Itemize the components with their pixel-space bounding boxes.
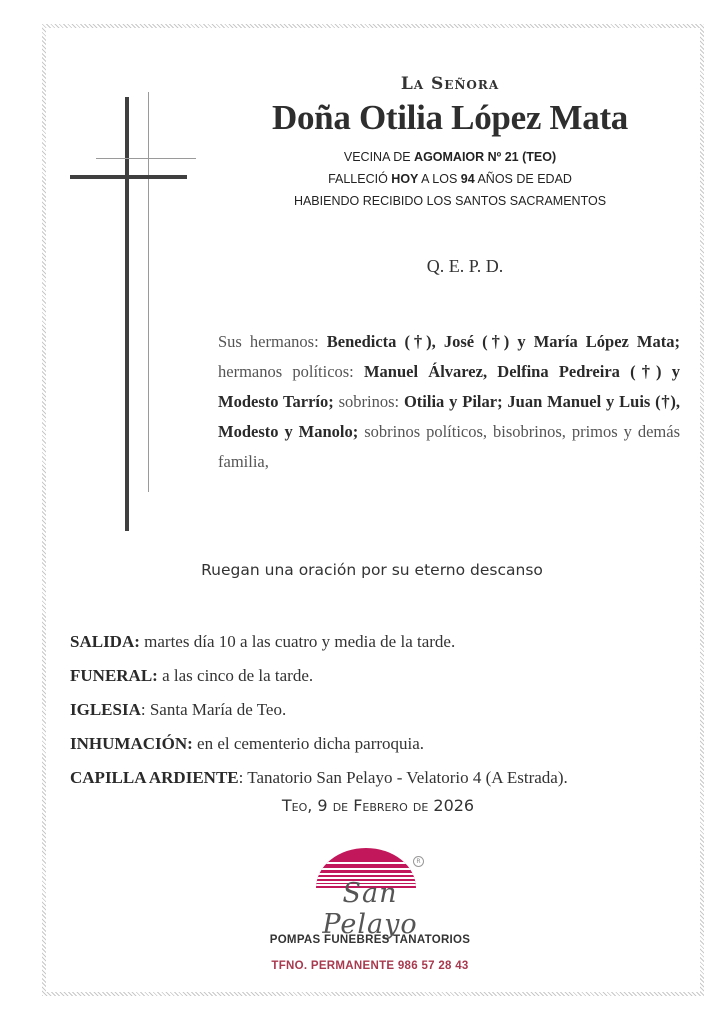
registered-icon: R — [413, 856, 424, 867]
detail-row-iglesia: IGLESIA: Santa María de Teo. — [70, 700, 287, 719]
qepd-text: Q. E. P. D. — [426, 256, 504, 276]
family-paragraph: Sus hermanos: Benedicta (†), José (†) y María López Mata; hermanos políticos: Manuel Álvarez, Delfina Pedreira (†) y Modesto Tarrío; sobrinos: Otilia y Pilar; Juan Manuel y Luis (†), Modesto y Manolo; sobrinos políticos, bisobrinos, primos y demás familia, — [218, 332, 680, 471]
obituary-header — [250, 74, 650, 212]
info-line-sacraments: HABIENDO RECIBIDO LOS SANTOS SACRAMENTOS — [293, 194, 607, 208]
phone-number: TFNO. PERMANENTE 986 57 28 43 — [271, 960, 469, 972]
info-line-residence: VECINA DE AGOMAIOR Nº 21 (TEO) — [343, 150, 557, 164]
deceased-name: Doña Otilia López Mata — [271, 98, 628, 137]
company-name: POMPAS FUNEBRES TANATORIOS — [269, 934, 471, 946]
cross-icon-horizontal-line — [96, 158, 196, 159]
deceased-info — [250, 146, 650, 212]
cross-icon-horizontal-bar — [70, 175, 187, 179]
detail-row-funeral: FUNERAL: a las cinco de la tarde. — [70, 666, 314, 685]
prayer-request: Ruegan una oración por su eterno descanso — [201, 561, 543, 579]
service-details — [70, 628, 690, 798]
detail-row-capilla: CAPILLA ARDIENTE: Tanatorio San Pelayo - Velatorio 4 (A Estrada). — [70, 768, 568, 787]
cross-icon-vertical-line — [148, 92, 149, 492]
notice-date: Teo, 9 de Febrero de 2026 — [281, 796, 475, 815]
title: La Señora — [400, 74, 500, 94]
logo-text: San Pelayo — [322, 878, 418, 940]
cross-icon-vertical-bar — [125, 97, 129, 531]
detail-row-inhumacion: INHUMACIÓN: en el cementerio dicha parroquia. — [70, 734, 425, 753]
info-line-age: FALLECIÓ HOY A LOS 94 AÑOS DE EDAD — [328, 172, 572, 186]
detail-row-salida: SALIDA: martes día 10 a las cuatro y media de la tarde. — [70, 632, 456, 651]
